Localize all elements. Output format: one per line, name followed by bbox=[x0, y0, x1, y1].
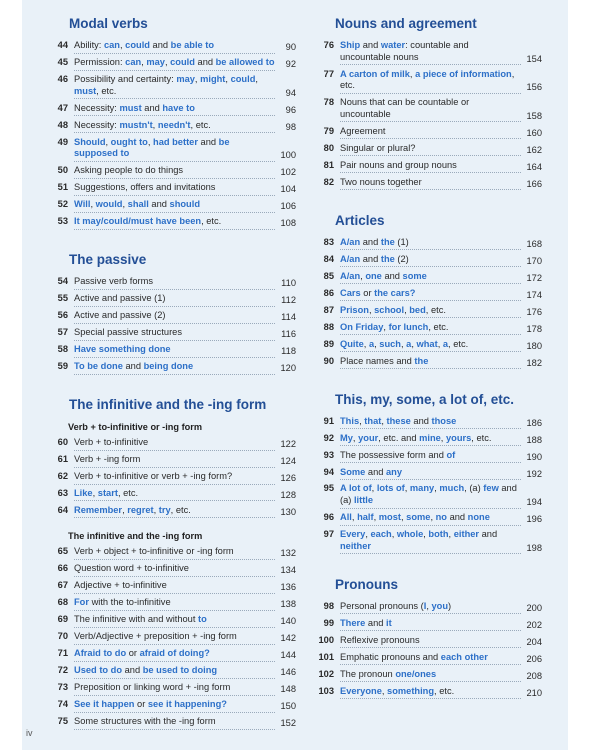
toc-entry[interactable] bbox=[52, 454, 296, 468]
toc-entry[interactable] bbox=[318, 69, 542, 94]
toc-entry[interactable] bbox=[52, 216, 296, 230]
page-ref: 100 bbox=[280, 150, 296, 161]
toc-entry[interactable] bbox=[318, 237, 542, 251]
toc-entry[interactable] bbox=[318, 433, 542, 447]
toc-entry[interactable] bbox=[52, 716, 296, 730]
section-title: Nouns and agreement bbox=[335, 16, 477, 31]
toc-entry[interactable] bbox=[318, 618, 542, 632]
subsection-title: Verb + to-infinitive or -ing form bbox=[68, 421, 202, 432]
page-ref: 186 bbox=[526, 417, 542, 428]
page-ref: 158 bbox=[526, 110, 542, 121]
unit-title: Some and any bbox=[340, 467, 521, 481]
toc-entry[interactable] bbox=[52, 614, 296, 628]
page-ref: 136 bbox=[280, 582, 296, 593]
page-ref: 198 bbox=[526, 542, 542, 553]
toc-entry[interactable] bbox=[52, 344, 296, 358]
unit-number: 46 bbox=[57, 73, 68, 84]
unit-title: Cars or the cars? bbox=[340, 288, 521, 302]
page-number: iv bbox=[26, 728, 33, 738]
unit-number: 71 bbox=[57, 648, 68, 659]
page-ref: 196 bbox=[526, 514, 542, 525]
page-ref: 146 bbox=[280, 667, 296, 678]
unit-number: 96 bbox=[323, 512, 334, 523]
unit-number: 50 bbox=[57, 165, 68, 176]
unit-number: 54 bbox=[57, 276, 68, 287]
toc-entry[interactable] bbox=[52, 182, 296, 196]
unit-title: Personal pronouns (I, you) bbox=[340, 601, 521, 615]
page-ref: 194 bbox=[526, 497, 542, 508]
toc-entry[interactable] bbox=[52, 471, 296, 485]
unit-title: Pair nouns and group nouns bbox=[340, 160, 521, 174]
toc-entry[interactable] bbox=[318, 143, 542, 157]
unit-number: 83 bbox=[323, 236, 334, 247]
unit-number: 86 bbox=[323, 287, 334, 298]
unit-title: Special passive structures bbox=[74, 327, 275, 341]
unit-title: Singular or plural? bbox=[340, 143, 521, 157]
toc-entry[interactable] bbox=[318, 339, 542, 353]
unit-number: 59 bbox=[57, 360, 68, 371]
unit-title: For with the to-infinitive bbox=[74, 597, 275, 611]
section-list bbox=[318, 416, 542, 555]
toc-entry[interactable] bbox=[52, 597, 296, 611]
page-ref: 160 bbox=[526, 127, 542, 138]
unit-number: 45 bbox=[57, 56, 68, 67]
subsection-title: The infinitive and the -ing form bbox=[68, 531, 203, 542]
unit-number: 79 bbox=[323, 125, 334, 136]
unit-title: Place names and the bbox=[340, 356, 521, 370]
unit-number: 62 bbox=[57, 470, 68, 481]
unit-number: 52 bbox=[57, 199, 68, 210]
toc-entry[interactable] bbox=[318, 97, 542, 122]
unit-title: This, that, these and those bbox=[340, 416, 521, 430]
unit-title: Suggestions, offers and invitations bbox=[74, 182, 275, 196]
unit-title: Emphatic pronouns and each other bbox=[340, 652, 521, 666]
toc-entry[interactable] bbox=[318, 467, 542, 481]
unit-title: Two nouns together bbox=[340, 177, 521, 191]
page-ref: 170 bbox=[526, 255, 542, 266]
unit-title: Some structures with the -ing form bbox=[74, 716, 275, 730]
page-ref: 180 bbox=[526, 340, 542, 351]
unit-number: 58 bbox=[57, 343, 68, 354]
page-ref: 188 bbox=[526, 434, 542, 445]
page-ref: 106 bbox=[280, 201, 296, 212]
section-title: The infinitive and the -ing form bbox=[69, 396, 267, 412]
unit-title: Verb + to-infinitive or verb + -ing form? bbox=[74, 471, 275, 485]
unit-number: 93 bbox=[323, 449, 334, 460]
unit-title: A lot of, lots of, many, much, (a) few and (a) little bbox=[340, 483, 521, 508]
section-title: Articles bbox=[335, 212, 385, 228]
page-ref: 134 bbox=[280, 565, 296, 576]
unit-title: The possessive form and of bbox=[340, 450, 521, 464]
section-list bbox=[52, 437, 296, 519]
unit-title: Afraid to do or afraid of doing? bbox=[74, 648, 275, 662]
unit-title: Agreement bbox=[340, 126, 521, 140]
unit-title: Prison, school, bed, etc. bbox=[340, 305, 521, 319]
unit-title: Remember, regret, try, etc. bbox=[74, 505, 275, 519]
toc-entry[interactable] bbox=[318, 652, 542, 666]
left-column bbox=[52, 15, 296, 733]
unit-title: Permission: can, may, could and be allowed to bbox=[74, 57, 275, 71]
unit-number: 56 bbox=[57, 310, 68, 320]
toc-entry[interactable] bbox=[52, 165, 296, 179]
page-ref: 190 bbox=[526, 451, 542, 462]
section-title: Modal verbs bbox=[69, 16, 148, 31]
page-ref: 156 bbox=[526, 82, 542, 93]
unit-number: 85 bbox=[323, 270, 334, 281]
page-ref: 140 bbox=[280, 616, 296, 627]
section-title: Pronouns bbox=[335, 576, 398, 592]
toc-entry[interactable] bbox=[318, 450, 542, 464]
toc-entry[interactable] bbox=[52, 682, 296, 696]
unit-number: 74 bbox=[57, 699, 68, 710]
page-ref: 202 bbox=[526, 619, 542, 630]
right-column bbox=[318, 15, 542, 703]
unit-title: Nouns that can be countable or uncountable bbox=[340, 97, 521, 122]
unit-title: My, your, etc. and mine, yours, etc. bbox=[340, 433, 521, 447]
unit-title: The infinitive with and without to bbox=[74, 614, 275, 628]
unit-title: Ability: can, could and be able to bbox=[74, 40, 275, 54]
page-ref: 138 bbox=[280, 599, 296, 610]
toc-entry[interactable] bbox=[52, 699, 296, 713]
unit-title: Everyone, something, etc. bbox=[340, 686, 521, 700]
unit-number: 55 bbox=[57, 293, 68, 304]
toc-entry[interactable] bbox=[318, 40, 542, 65]
page-ref: 148 bbox=[280, 684, 296, 695]
page-ref: 208 bbox=[526, 670, 542, 681]
page-ref: 114 bbox=[281, 312, 296, 322]
unit-number: 49 bbox=[57, 136, 68, 147]
unit-title: The pronoun one/ones bbox=[340, 669, 521, 683]
page-ref: 166 bbox=[526, 178, 542, 189]
toc-entry[interactable] bbox=[52, 327, 296, 341]
page-ref: 204 bbox=[526, 636, 542, 647]
unit-number: 103 bbox=[318, 685, 334, 696]
page-ref: 110 bbox=[281, 278, 296, 289]
unit-title: Will, would, shall and should bbox=[74, 199, 275, 213]
unit-number: 61 bbox=[57, 453, 68, 464]
toc-entry[interactable] bbox=[318, 635, 542, 649]
page-ref: 92 bbox=[285, 58, 296, 69]
page-ref: 128 bbox=[280, 489, 296, 500]
unit-title: Verb + -ing form bbox=[74, 454, 275, 468]
unit-title: To be done and being done bbox=[74, 361, 275, 375]
unit-title: Question word + to-infinitive bbox=[74, 563, 275, 577]
page-ref: 122 bbox=[280, 438, 296, 449]
unit-number: 80 bbox=[323, 142, 334, 153]
page-ref: 172 bbox=[526, 272, 542, 283]
toc-entry[interactable] bbox=[318, 160, 542, 174]
unit-title: On Friday, for lunch, etc. bbox=[340, 322, 521, 336]
unit-number: 53 bbox=[57, 216, 68, 227]
unit-number: 69 bbox=[57, 614, 68, 625]
unit-number: 47 bbox=[57, 102, 68, 113]
unit-title: See it happen or see it happening? bbox=[74, 699, 275, 713]
toc-entry[interactable] bbox=[52, 505, 296, 519]
page-ref: 210 bbox=[526, 687, 542, 698]
unit-title: Verb + to-infinitive bbox=[74, 437, 275, 451]
page-ref: 164 bbox=[526, 161, 542, 172]
toc-entry[interactable] bbox=[318, 416, 542, 430]
toc-entry[interactable] bbox=[52, 631, 296, 645]
unit-title: Like, start, etc. bbox=[74, 488, 275, 502]
unit-title: Necessity: must and have to bbox=[74, 103, 275, 117]
page-ref: 142 bbox=[280, 633, 296, 644]
unit-number: 65 bbox=[57, 546, 68, 557]
section-list bbox=[318, 601, 542, 700]
unit-title: Active and passive (1) bbox=[74, 293, 275, 307]
toc-entry[interactable] bbox=[52, 120, 296, 134]
unit-number: 78 bbox=[323, 97, 334, 108]
toc-entry[interactable] bbox=[318, 254, 542, 268]
page-ref: 116 bbox=[281, 328, 296, 339]
unit-title: All, half, most, some, no and none bbox=[340, 512, 521, 526]
toc-entry[interactable] bbox=[318, 686, 542, 700]
unit-title: Verb/Adjective + preposition + -ing form bbox=[74, 631, 275, 645]
page-ref: 174 bbox=[526, 289, 542, 300]
page-ref: 120 bbox=[280, 362, 296, 373]
toc-entry[interactable] bbox=[52, 103, 296, 117]
unit-title: Verb + object + to-infinitive or -ing form bbox=[74, 546, 275, 560]
section-title: The passive bbox=[69, 252, 147, 268]
page-ref: 206 bbox=[526, 653, 542, 664]
unit-number: 99 bbox=[323, 617, 334, 628]
unit-number: 63 bbox=[57, 487, 68, 498]
unit-title: A carton of milk, a piece of information, etc. bbox=[340, 69, 521, 94]
page-ref: 150 bbox=[280, 701, 296, 712]
unit-title: Possibility and certainty: may, might, could, must, etc. bbox=[74, 74, 275, 99]
unit-number: 95 bbox=[323, 483, 334, 494]
toc-entry[interactable] bbox=[318, 669, 542, 683]
page-ref: 200 bbox=[526, 602, 542, 613]
unit-number: 72 bbox=[57, 665, 68, 676]
page-ref: 126 bbox=[280, 472, 296, 483]
unit-title: Passive verb forms bbox=[74, 276, 275, 290]
toc-entry[interactable] bbox=[52, 563, 296, 577]
unit-title: Adjective + to-infinitive bbox=[74, 580, 275, 594]
toc-entry[interactable] bbox=[318, 512, 542, 526]
toc-entry[interactable] bbox=[52, 488, 296, 502]
unit-title: Should, ought to, had better and be supposed to bbox=[74, 137, 275, 162]
toc-entry[interactable] bbox=[52, 199, 296, 213]
toc-entry[interactable] bbox=[318, 305, 542, 319]
unit-title: Necessity: mustn't, needn't, etc. bbox=[74, 120, 275, 134]
toc-entry[interactable] bbox=[52, 437, 296, 451]
page-ref: 144 bbox=[280, 650, 296, 661]
section-list bbox=[52, 40, 296, 230]
unit-number: 68 bbox=[57, 597, 68, 608]
unit-title: Quite, a, such, a, what, a, etc. bbox=[340, 339, 521, 353]
unit-number: 92 bbox=[323, 432, 334, 443]
page-ref: 152 bbox=[280, 718, 296, 729]
unit-title: Reflexive pronouns bbox=[340, 635, 521, 649]
page-ref: 192 bbox=[526, 468, 542, 479]
unit-number: 87 bbox=[323, 304, 334, 315]
section-list bbox=[318, 40, 542, 190]
unit-title: A/an and the (1) bbox=[340, 237, 521, 251]
page-ref: 90 bbox=[285, 42, 296, 52]
page-ref: 176 bbox=[526, 306, 542, 317]
toc-entry[interactable] bbox=[52, 57, 296, 71]
unit-number: 91 bbox=[323, 415, 334, 426]
unit-number: 51 bbox=[57, 182, 68, 193]
unit-title: Active and passive (2) bbox=[74, 310, 275, 324]
unit-number: 90 bbox=[323, 355, 334, 366]
unit-number: 73 bbox=[57, 682, 68, 693]
unit-number: 89 bbox=[323, 338, 334, 349]
unit-title: Used to do and be used to doing bbox=[74, 665, 275, 679]
toc-entry[interactable] bbox=[318, 529, 542, 554]
page-ref: 108 bbox=[280, 218, 296, 229]
toc-entry[interactable] bbox=[52, 293, 296, 307]
page-ref: 132 bbox=[280, 548, 296, 559]
toc-entry[interactable] bbox=[318, 322, 542, 336]
unit-number: 44 bbox=[57, 40, 68, 50]
section-list bbox=[318, 237, 542, 369]
page-ref: 124 bbox=[280, 455, 296, 466]
unit-number: 84 bbox=[323, 253, 334, 264]
toc-entry[interactable] bbox=[318, 288, 542, 302]
unit-number: 81 bbox=[323, 159, 334, 170]
page-ref: 154 bbox=[526, 53, 542, 64]
page-ref: 96 bbox=[285, 104, 296, 115]
unit-number: 98 bbox=[323, 600, 334, 611]
page-ref: 104 bbox=[280, 184, 296, 195]
unit-number: 76 bbox=[323, 40, 334, 50]
toc-entry[interactable] bbox=[52, 665, 296, 679]
page-ref: 118 bbox=[281, 345, 296, 356]
unit-title: Ship and water: countable and uncountable nouns bbox=[340, 40, 521, 65]
section-list bbox=[52, 546, 296, 729]
unit-number: 70 bbox=[57, 631, 68, 642]
toc-entry[interactable] bbox=[52, 74, 296, 99]
toc-entry[interactable] bbox=[52, 580, 296, 594]
unit-number: 94 bbox=[323, 466, 334, 477]
unit-title: There and it bbox=[340, 618, 521, 632]
page-ref: 98 bbox=[285, 121, 296, 132]
toc-entry[interactable] bbox=[52, 310, 296, 324]
unit-number: 101 bbox=[318, 651, 334, 662]
page-ref: 102 bbox=[280, 167, 296, 178]
page-ref: 178 bbox=[526, 323, 542, 334]
page-ref: 94 bbox=[285, 87, 296, 98]
unit-title: It may/could/must have been, etc. bbox=[74, 216, 275, 230]
page-ref: 112 bbox=[281, 295, 296, 306]
page-ref: 130 bbox=[280, 506, 296, 517]
unit-number: 60 bbox=[57, 436, 68, 447]
section-title: This, my, some, a lot of, etc. bbox=[335, 391, 515, 407]
unit-title: Preposition or linking word + -ing form bbox=[74, 682, 275, 696]
toc-entry[interactable] bbox=[52, 546, 296, 560]
unit-number: 66 bbox=[57, 563, 68, 574]
unit-number: 88 bbox=[323, 321, 334, 332]
toc-entry[interactable] bbox=[52, 276, 296, 290]
toc-entry[interactable] bbox=[318, 601, 542, 615]
unit-title: A/an and the (2) bbox=[340, 254, 521, 268]
unit-number: 100 bbox=[318, 634, 334, 645]
unit-number: 64 bbox=[57, 504, 68, 515]
toc-entry[interactable] bbox=[318, 271, 542, 285]
page-ref: 162 bbox=[526, 144, 542, 155]
unit-title: Asking people to do things bbox=[74, 165, 275, 179]
unit-number: 77 bbox=[323, 68, 334, 79]
unit-number: 102 bbox=[318, 668, 334, 679]
unit-title: Every, each, whole, both, either and neither bbox=[340, 529, 521, 554]
unit-number: 97 bbox=[323, 529, 334, 540]
toc-entry[interactable] bbox=[52, 648, 296, 662]
unit-number: 57 bbox=[57, 326, 68, 337]
unit-number: 75 bbox=[57, 716, 68, 727]
toc-entry[interactable] bbox=[318, 356, 542, 370]
unit-title: Have something done bbox=[74, 344, 275, 358]
toc-entry[interactable] bbox=[52, 361, 296, 375]
unit-title: A/an, one and some bbox=[340, 271, 521, 285]
unit-number: 82 bbox=[323, 176, 334, 187]
page-ref: 168 bbox=[526, 238, 542, 249]
toc-entry[interactable] bbox=[318, 126, 542, 140]
toc-entry[interactable] bbox=[318, 483, 542, 508]
section-list bbox=[52, 276, 296, 375]
toc-entry[interactable] bbox=[52, 137, 296, 162]
unit-number: 67 bbox=[57, 580, 68, 591]
toc-entry[interactable] bbox=[318, 177, 542, 191]
page-ref: 182 bbox=[526, 357, 542, 368]
unit-number: 48 bbox=[57, 119, 68, 130]
toc-entry[interactable] bbox=[52, 40, 296, 54]
